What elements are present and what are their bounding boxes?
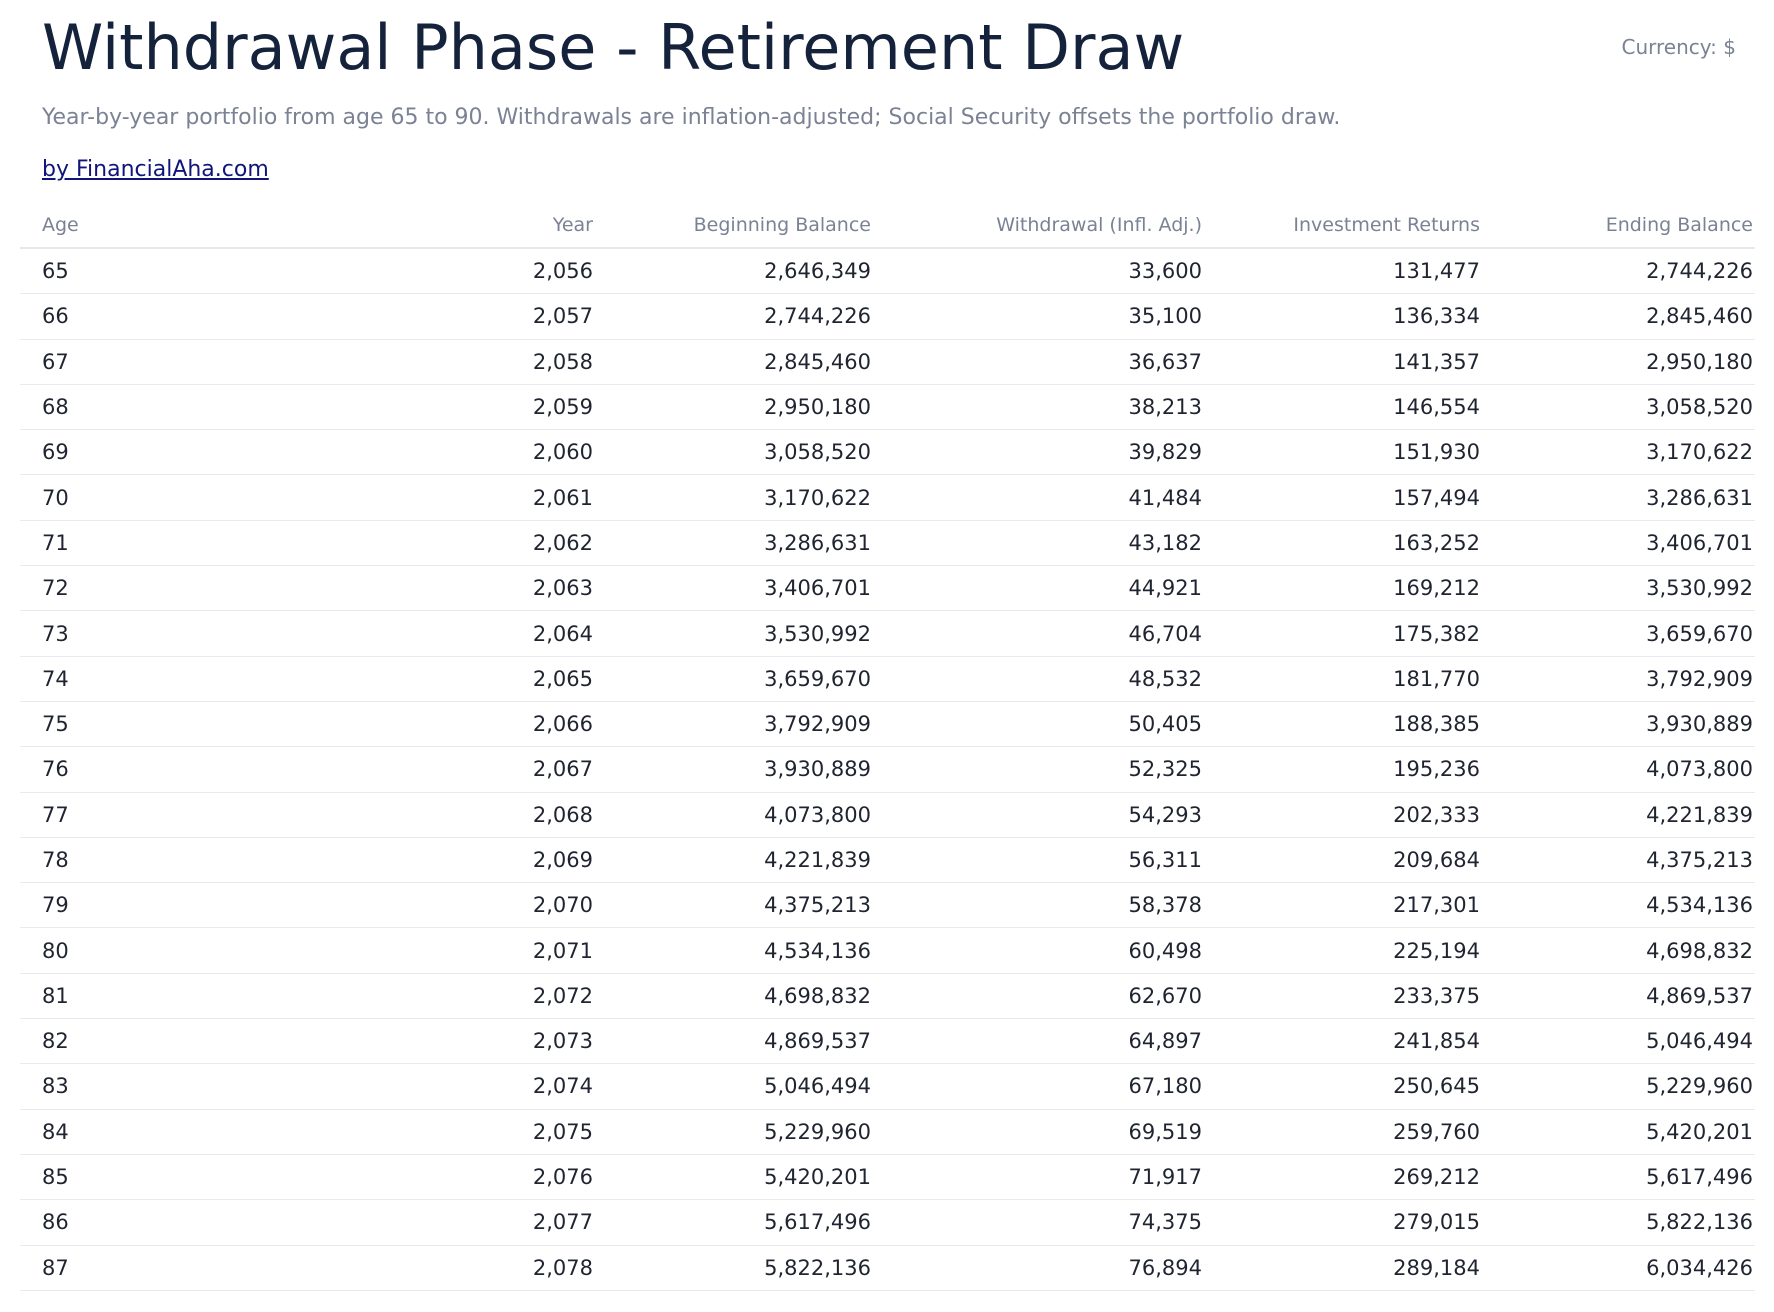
investment-returns-cell: 279,015 (1204, 1200, 1482, 1245)
withdrawal-cell: 38,213 (873, 384, 1204, 429)
beginning-balance-cell: 4,375,213 (595, 883, 873, 928)
investment-returns-cell: 217,301 (1204, 883, 1482, 928)
investment-returns-cell: 136,334 (1204, 294, 1482, 339)
table-row (20, 1019, 1755, 1064)
table-row (20, 1200, 1755, 1245)
ending-balance-cell: 3,930,889 (1482, 701, 1755, 746)
investment-returns-cell: 269,212 (1204, 1154, 1482, 1199)
age-cell: 73 (20, 611, 98, 656)
ending-balance-cell: 3,286,631 (1482, 475, 1755, 520)
beginning-balance-cell: 3,286,631 (595, 520, 873, 565)
ending-balance-cell: 4,869,537 (1482, 973, 1755, 1018)
table-row (20, 1154, 1755, 1199)
ending-balance-cell: 3,406,701 (1482, 520, 1755, 565)
table-row (20, 747, 1755, 792)
table-row (20, 701, 1755, 746)
age-cell: 84 (20, 1109, 98, 1154)
ending-balance-cell: 5,822,136 (1482, 1200, 1755, 1245)
year-cell: 2,059 (98, 384, 595, 429)
page-header (42, 8, 1742, 88)
table-body (20, 248, 1755, 1290)
withdrawal-cell: 39,829 (873, 430, 1204, 475)
age-cell: 65 (20, 248, 98, 294)
year-cell: 2,077 (98, 1200, 595, 1245)
withdrawal-cell: 35,100 (873, 294, 1204, 339)
year-cell: 2,061 (98, 475, 595, 520)
beginning-balance-cell: 3,659,670 (595, 656, 873, 701)
ending-balance-cell: 4,534,136 (1482, 883, 1755, 928)
ending-balance-cell: 3,530,992 (1482, 566, 1755, 611)
table-row (20, 566, 1755, 611)
beginning-balance-cell: 2,744,226 (595, 294, 873, 339)
ending-balance-cell: 4,073,800 (1482, 747, 1755, 792)
ending-balance-cell: 3,058,520 (1482, 384, 1755, 429)
withdrawal-cell: 58,378 (873, 883, 1204, 928)
year-cell: 2,058 (98, 339, 595, 384)
ending-balance-cell: 5,617,496 (1482, 1154, 1755, 1199)
investment-returns-cell: 141,357 (1204, 339, 1482, 384)
age-cell: 79 (20, 883, 98, 928)
investment-returns-cell: 209,684 (1204, 837, 1482, 882)
table-row (20, 384, 1755, 429)
withdrawal-cell: 67,180 (873, 1064, 1204, 1109)
table-row (20, 520, 1755, 565)
investment-returns-cell: 169,212 (1204, 566, 1482, 611)
withdrawal-cell: 74,375 (873, 1200, 1204, 1245)
year-cell: 2,064 (98, 611, 595, 656)
beginning-balance-cell: 3,792,909 (595, 701, 873, 746)
beginning-balance-cell: 5,822,136 (595, 1245, 873, 1290)
ending-balance-cell: 3,792,909 (1482, 656, 1755, 701)
ending-balance-cell: 3,170,622 (1482, 430, 1755, 475)
age-cell: 77 (20, 792, 98, 837)
year-cell: 2,075 (98, 1109, 595, 1154)
year-cell: 2,074 (98, 1064, 595, 1109)
beginning-balance-cell: 3,530,992 (595, 611, 873, 656)
year-cell: 2,060 (98, 430, 595, 475)
year-cell: 2,070 (98, 883, 595, 928)
column-header-investment-returns[interactable]: Investment Returns (1204, 203, 1482, 248)
year-cell: 2,072 (98, 973, 595, 1018)
beginning-balance-cell: 4,221,839 (595, 837, 873, 882)
withdrawal-cell: 60,498 (873, 928, 1204, 973)
investment-returns-cell: 259,760 (1204, 1109, 1482, 1154)
ending-balance-cell: 4,375,213 (1482, 837, 1755, 882)
investment-returns-cell: 151,930 (1204, 430, 1482, 475)
withdrawal-cell: 41,484 (873, 475, 1204, 520)
investment-returns-cell: 175,382 (1204, 611, 1482, 656)
investment-returns-cell: 188,385 (1204, 701, 1482, 746)
investment-returns-cell: 241,854 (1204, 1019, 1482, 1064)
beginning-balance-cell: 4,698,832 (595, 973, 873, 1018)
beginning-balance-cell: 3,930,889 (595, 747, 873, 792)
withdrawal-table-container (20, 203, 1755, 1291)
age-cell: 75 (20, 701, 98, 746)
column-header-age[interactable]: Age (20, 203, 98, 248)
investment-returns-cell: 146,554 (1204, 384, 1482, 429)
table-row (20, 1109, 1755, 1154)
table-row (20, 1245, 1755, 1290)
beginning-balance-cell: 2,845,460 (595, 339, 873, 384)
ending-balance-cell: 2,744,226 (1482, 248, 1755, 294)
beginning-balance-cell: 4,534,136 (595, 928, 873, 973)
withdrawal-cell: 33,600 (873, 248, 1204, 294)
beginning-balance-cell: 4,073,800 (595, 792, 873, 837)
table-row (20, 294, 1755, 339)
age-cell: 83 (20, 1064, 98, 1109)
withdrawal-cell: 43,182 (873, 520, 1204, 565)
ending-balance-cell: 5,420,201 (1482, 1109, 1755, 1154)
ending-balance-cell: 3,659,670 (1482, 611, 1755, 656)
year-cell: 2,068 (98, 792, 595, 837)
year-cell: 2,063 (98, 566, 595, 611)
year-cell: 2,065 (98, 656, 595, 701)
table-row (20, 1064, 1755, 1109)
credit-link[interactable]: by FinancialAha.com (42, 157, 269, 182)
year-cell: 2,076 (98, 1154, 595, 1199)
investment-returns-cell: 157,494 (1204, 475, 1482, 520)
age-cell: 78 (20, 837, 98, 882)
beginning-balance-cell: 5,046,494 (595, 1064, 873, 1109)
withdrawal-cell: 36,637 (873, 339, 1204, 384)
withdrawal-cell: 71,917 (873, 1154, 1204, 1199)
withdrawal-cell: 44,921 (873, 566, 1204, 611)
table-row (20, 475, 1755, 520)
column-header-beginning-balance[interactable]: Beginning Balance (595, 203, 873, 248)
year-cell: 2,062 (98, 520, 595, 565)
beginning-balance-cell: 3,170,622 (595, 475, 873, 520)
age-cell: 67 (20, 339, 98, 384)
investment-returns-cell: 202,333 (1204, 792, 1482, 837)
withdrawal-cell: 48,532 (873, 656, 1204, 701)
ending-balance-cell: 4,698,832 (1482, 928, 1755, 973)
table-row (20, 973, 1755, 1018)
beginning-balance-cell: 5,420,201 (595, 1154, 873, 1199)
age-cell: 72 (20, 566, 98, 611)
age-cell: 81 (20, 973, 98, 1018)
withdrawal-table (20, 203, 1755, 1291)
currency-label: Currency: $ (1621, 35, 1736, 59)
investment-returns-cell: 289,184 (1204, 1245, 1482, 1290)
withdrawal-cell: 50,405 (873, 701, 1204, 746)
table-row (20, 611, 1755, 656)
age-cell: 82 (20, 1019, 98, 1064)
year-cell: 2,057 (98, 294, 595, 339)
age-cell: 76 (20, 747, 98, 792)
year-cell: 2,069 (98, 837, 595, 882)
page-title: Withdrawal Phase - Retirement Draw (42, 11, 1185, 84)
beginning-balance-cell: 5,617,496 (595, 1200, 873, 1245)
beginning-balance-cell: 2,950,180 (595, 384, 873, 429)
age-cell: 71 (20, 520, 98, 565)
age-cell: 68 (20, 384, 98, 429)
year-cell: 2,056 (98, 248, 595, 294)
ending-balance-cell: 2,950,180 (1482, 339, 1755, 384)
table-row (20, 792, 1755, 837)
year-cell: 2,067 (98, 747, 595, 792)
year-cell: 2,073 (98, 1019, 595, 1064)
withdrawal-cell: 54,293 (873, 792, 1204, 837)
ending-balance-cell: 5,046,494 (1482, 1019, 1755, 1064)
table-header-row (20, 203, 1755, 248)
age-cell: 86 (20, 1200, 98, 1245)
table-row (20, 883, 1755, 928)
withdrawal-cell: 46,704 (873, 611, 1204, 656)
beginning-balance-cell: 3,058,520 (595, 430, 873, 475)
beginning-balance-cell: 4,869,537 (595, 1019, 873, 1064)
beginning-balance-cell: 2,646,349 (595, 248, 873, 294)
ending-balance-cell: 6,034,426 (1482, 1245, 1755, 1290)
column-header-year[interactable]: Year (98, 203, 595, 248)
age-cell: 66 (20, 294, 98, 339)
withdrawal-cell: 56,311 (873, 837, 1204, 882)
column-header-ending-balance[interactable]: Ending Balance (1482, 203, 1755, 248)
age-cell: 74 (20, 656, 98, 701)
investment-returns-cell: 233,375 (1204, 973, 1482, 1018)
ending-balance-cell: 4,221,839 (1482, 792, 1755, 837)
table-row (20, 928, 1755, 973)
investment-returns-cell: 250,645 (1204, 1064, 1482, 1109)
withdrawal-cell: 62,670 (873, 973, 1204, 1018)
age-cell: 80 (20, 928, 98, 973)
withdrawal-cell: 64,897 (873, 1019, 1204, 1064)
investment-returns-cell: 181,770 (1204, 656, 1482, 701)
beginning-balance-cell: 5,229,960 (595, 1109, 873, 1154)
investment-returns-cell: 131,477 (1204, 248, 1482, 294)
withdrawal-cell: 52,325 (873, 747, 1204, 792)
age-cell: 70 (20, 475, 98, 520)
age-cell: 69 (20, 430, 98, 475)
age-cell: 87 (20, 1245, 98, 1290)
investment-returns-cell: 195,236 (1204, 747, 1482, 792)
year-cell: 2,078 (98, 1245, 595, 1290)
year-cell: 2,071 (98, 928, 595, 973)
withdrawal-cell: 69,519 (873, 1109, 1204, 1154)
table-header (20, 203, 1755, 248)
table-row (20, 339, 1755, 384)
ending-balance-cell: 5,229,960 (1482, 1064, 1755, 1109)
column-header-withdrawal[interactable]: Withdrawal (Infl. Adj.) (873, 203, 1204, 248)
table-row (20, 248, 1755, 294)
page-subtitle: Year-by-year portfolio from age 65 to 90. Withdrawals are inflation-adjusted; Social Security offsets the portfolio draw. (42, 105, 1341, 130)
table-row (20, 430, 1755, 475)
age-cell: 85 (20, 1154, 98, 1199)
ending-balance-cell: 2,845,460 (1482, 294, 1755, 339)
beginning-balance-cell: 3,406,701 (595, 566, 873, 611)
investment-returns-cell: 163,252 (1204, 520, 1482, 565)
withdrawal-cell: 76,894 (873, 1245, 1204, 1290)
table-row (20, 837, 1755, 882)
investment-returns-cell: 225,194 (1204, 928, 1482, 973)
year-cell: 2,066 (98, 701, 595, 746)
table-row (20, 656, 1755, 701)
